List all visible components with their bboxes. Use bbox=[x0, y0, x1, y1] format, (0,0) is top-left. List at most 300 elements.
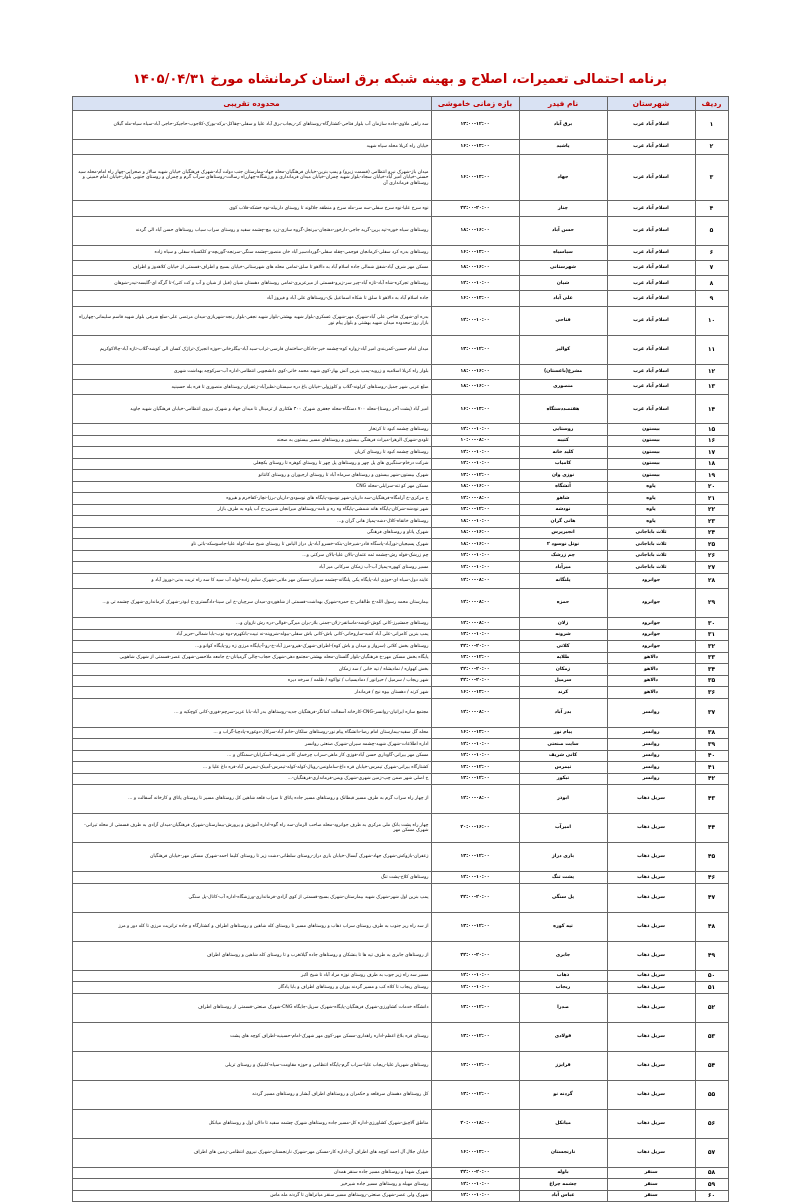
row-time: ۱۴:۰۰-۱۲:۰۰ bbox=[431, 912, 519, 941]
row-city: سرپل ذهاب bbox=[607, 843, 695, 872]
row-number: ۱۳ bbox=[695, 380, 728, 395]
row-area: بلوار راه کربلا اسلامیه و زرویه-پمپ بنزین آتش بهار-کوی شهید محمد خانی-کوی دانشجویی انتظامی-اداره آب-سرکوچه بهداشت شهری bbox=[72, 364, 431, 379]
table-header-row bbox=[72, 97, 728, 111]
row-area: تلودی-شهرک الزهرا-میراث فرهنگی بیستون و روستاهای مسیر بیستون به صحنه bbox=[72, 435, 431, 447]
row-time: ۲۲:۰۰-۲۰:۰۰ bbox=[431, 941, 519, 970]
row-number: ۲۲ bbox=[695, 504, 728, 516]
row-time: ۱۲:۰۰-۰۸:۰۰ bbox=[431, 785, 519, 814]
row-time: ۱۴:۰۰-۱۰:۰۰ bbox=[431, 629, 519, 641]
row-number: ۵۶ bbox=[695, 1109, 728, 1138]
table-row bbox=[72, 335, 728, 364]
row-feeder: شهرستانی bbox=[519, 260, 607, 275]
row-area: کشتارگاه بیرانی-شهرک تیمرس-خیابان قره داغ-ساماونس-رویال-کوله-کوله-تیمرس-آمینک-تیمرس آباد-قره داغ علیا و ... bbox=[72, 762, 431, 774]
row-city: روانسر bbox=[607, 773, 695, 785]
row-number: ۴۳ bbox=[695, 785, 728, 814]
row-time: ۱۲:۰۰-۱۰:۰۰ bbox=[431, 276, 519, 291]
row-number: ۲۵ bbox=[695, 539, 728, 551]
row-time: ۱۴:۰۰-۱۲:۰۰ bbox=[431, 652, 519, 664]
row-area: مسکن مهر کو تنه-سرابلی-محله CNG bbox=[72, 481, 431, 493]
row-feeder: روستایی bbox=[519, 424, 607, 436]
row-city: سرپل ذهاب bbox=[607, 1109, 695, 1138]
row-city: سرپل ذهاب bbox=[607, 1051, 695, 1080]
row-time: ۱۸:۰۰-۱۶:۰۰ bbox=[431, 260, 519, 275]
row-area: دانشگاه خدمات کشاورزی-شهرک فرهنگیان-پایگاه-شهرک سرپل-جایگاه CNG-شهرک صنعتی-قسمتی از روستاهای اطراف bbox=[72, 993, 431, 1022]
row-city: پاوه bbox=[607, 516, 695, 528]
row-number: ۳۷ bbox=[695, 698, 728, 727]
row-area: خ مرکزی-خ آرامگاه-فرهنگیان-سه داریان-شهر نوسود-پایگاه های نوسودی-داریان-برزا-نچار-کفاخرم و هیروه bbox=[72, 493, 431, 505]
row-time: ۱۴:۰۰-۱۲:۰۰ bbox=[431, 1080, 519, 1109]
row-city: پاوه bbox=[607, 481, 695, 493]
row-number: ۲۶ bbox=[695, 550, 728, 562]
row-area: روستاهای سیاه خوره-تپه برین-گریه جاجی-دارخور-دهنجان-بیرنجل-گروه سازی-زرد بیچ-چشمه سفید و روستای سراب سیاب روستاهای حسن آباد الی گردنه bbox=[72, 216, 431, 245]
table-row bbox=[72, 245, 728, 260]
row-time: ۲۰:۰۰-۱۶:۰۰ bbox=[431, 814, 519, 843]
row-city: دالاهو bbox=[607, 675, 695, 687]
row-feeder: گردنه نو bbox=[519, 1080, 607, 1109]
row-feeder: انجیرپرس bbox=[519, 527, 607, 539]
row-number: ۱۸ bbox=[695, 458, 728, 470]
table-row bbox=[72, 785, 728, 814]
row-city: روانسر bbox=[607, 727, 695, 739]
row-area: روستاهای بدره کرد سفلی-کرمانجان فوجمی-چقله سفلی-گوردادسیر آباد خان منصور-چشمه سنگی-سرنجه-گوربچه-و کلکسیاه سفلی و سیاه زاده bbox=[72, 245, 431, 260]
table-row bbox=[72, 458, 728, 470]
row-area: چم زرشک-قوله رش-چشمه ثمه عثمان-بالان علیا-بالان سرکنی و... bbox=[72, 550, 431, 562]
row-number: ۵۸ bbox=[695, 1167, 728, 1179]
table-row bbox=[72, 589, 728, 618]
table-row bbox=[72, 395, 728, 424]
row-city: سرپل ذهاب bbox=[607, 814, 695, 843]
table-row bbox=[72, 629, 728, 641]
row-city: روانسر bbox=[607, 762, 695, 774]
row-number: ۴۰ bbox=[695, 750, 728, 762]
row-feeder: حمزه bbox=[519, 589, 607, 618]
row-feeder: پشت تنگ bbox=[519, 872, 607, 884]
row-feeder: سایت صنعتی bbox=[519, 739, 607, 751]
row-time: ۱۸:۰۰-۱۶:۰۰ bbox=[431, 527, 519, 539]
row-area: میدان امام حسین-کمربندی امیر آباد-زواره کوه-چشمه خیر-جادکان-ساختمان فارسی-تراب-سید آباد-بیگلرخانی-حوزه انجیرک-تراژک کسان الی کوشه-گلاب-تازه آباد-چالاکوکریم bbox=[72, 335, 431, 364]
row-area: مسکن مهر بیرانی-گاوداری حسن آباد-فوزی کار ماهی-سراب چرخمان کانی شریف-آسکرابان-سمنگان و ... bbox=[72, 750, 431, 762]
row-number: ۳ bbox=[695, 155, 728, 201]
row-time: ۱۸:۰۰-۱۶:۰۰ bbox=[431, 216, 519, 245]
row-area: روستاهای چشمه کبود تا روستای کریان bbox=[72, 447, 431, 459]
row-number: ۴۲ bbox=[695, 773, 728, 785]
schedule-table bbox=[72, 96, 729, 1202]
row-number: ۶۰ bbox=[695, 1190, 728, 1202]
row-time: ۱۸:۰۰-۱۰:۰۰ bbox=[431, 516, 519, 528]
row-city: دالاهو bbox=[607, 664, 695, 676]
table-row bbox=[72, 739, 728, 751]
row-time: ۲۲:۰۰-۲۰:۰۰ bbox=[431, 675, 519, 687]
row-number: ۲۸ bbox=[695, 573, 728, 588]
row-feeder: کلید خانه bbox=[519, 447, 607, 459]
row-feeder: منصوری bbox=[519, 380, 607, 395]
row-number: ۵۷ bbox=[695, 1138, 728, 1167]
row-number: ۵۲ bbox=[695, 993, 728, 1022]
row-area: روستای مهیله و روستاهای مسیر جاده شیرخیز bbox=[72, 1179, 431, 1191]
table-row bbox=[72, 364, 728, 379]
row-time: ۱۲:۰۰-۰۸:۰۰ bbox=[431, 698, 519, 727]
table-row bbox=[72, 424, 728, 436]
row-area: خیابان جلال آل احمد کوچه های اطراف آن-اداره کار-مسکن مهر-شهرک نارنجستان-شهرک نیروی انتظامی-زمین های اطراف bbox=[72, 1138, 431, 1167]
row-area: ضلع غربی شهر جمیل-روستاهای کرلونه-گلاب و کلوزولی-خیابان باغ دره سیستان-نظیرآباد-زعفران-روستاهای منصوری تا قره بله حسینیه bbox=[72, 380, 431, 395]
table-row bbox=[72, 447, 728, 459]
row-city: روانسر bbox=[607, 698, 695, 727]
row-time: ۱۶:۰۰-۱۴:۰۰ bbox=[431, 140, 519, 155]
row-number: ۴۸ bbox=[695, 912, 728, 941]
row-time: ۱۴:۰۰-۱۲:۰۰ bbox=[431, 335, 519, 364]
table-row bbox=[72, 493, 728, 505]
row-number: ۱۱ bbox=[695, 335, 728, 364]
table-row bbox=[72, 516, 728, 528]
table-row bbox=[72, 675, 728, 687]
row-area: روستاهای چشمه کبود تا کرتخار bbox=[72, 424, 431, 436]
row-feeder: باوله bbox=[519, 1167, 607, 1179]
row-area: زعفران-بازوکش-شهرک جهاد-شهرک آبسال-خیابان باری دراز-روستای سلطانی-دشت زیر تا روستای کلیما احمد-شهرک مسکن مهر-خیابان فرهنگیان bbox=[72, 843, 431, 872]
row-number: ۲۱ bbox=[695, 493, 728, 505]
row-city: اسلام آباد غرب bbox=[607, 306, 695, 335]
table-row bbox=[72, 727, 728, 739]
table-row bbox=[72, 912, 728, 941]
row-area: محله گل سفید-بیمارستان امام رضا-دانشگاه پیام نور-روستاهای سلکان-خانم آباد-سرکال-دوغوره-پادچیا-گراب و ... bbox=[72, 727, 431, 739]
header-city: شهرستان bbox=[607, 97, 695, 111]
row-feeder: قرایزز bbox=[519, 1051, 607, 1080]
row-feeder: امیرآب bbox=[519, 814, 607, 843]
table-row bbox=[72, 1138, 728, 1167]
row-feeder: حسن آباد bbox=[519, 216, 607, 245]
row-number: ۱۲ bbox=[695, 364, 728, 379]
table-row bbox=[72, 216, 728, 245]
row-area: روستای ریجاب تا کلاه کب و مسیر گردنه بوران و روستاهای اطراف و بابا یادگار bbox=[72, 982, 431, 994]
row-city: جوانرود bbox=[607, 641, 695, 653]
table-row bbox=[72, 641, 728, 653]
table-row bbox=[72, 1109, 728, 1138]
row-feeder: تیمرس bbox=[519, 762, 607, 774]
row-city: سرپل ذهاب bbox=[607, 982, 695, 994]
row-city: اسلام آباد غرب bbox=[607, 380, 695, 395]
row-area: اداره اطلاعات-شهرک شهید-چشمه سیران-شهرک صنعتی روانسر bbox=[72, 739, 431, 751]
row-feeder: جهاد bbox=[519, 155, 607, 201]
header-feeder: نام فیدر bbox=[519, 97, 607, 111]
row-number: ۵۳ bbox=[695, 1022, 728, 1051]
row-number: ۳۵ bbox=[695, 675, 728, 687]
row-area: روستاهای شهریار علیا-ریجاب علیا-سراب گرم-پایگاه انتظامی و حوزه مقاومت-سپاه-کلینیک و روستای تزیلی bbox=[72, 1051, 431, 1080]
row-time: ۱۲:۰۰-۱۰:۰۰ bbox=[431, 550, 519, 562]
row-city: سرپل ذهاب bbox=[607, 941, 695, 970]
row-number: ۳۶ bbox=[695, 687, 728, 699]
table-body bbox=[72, 111, 728, 1202]
table-row bbox=[72, 155, 728, 201]
row-feeder: چشمه چراغ bbox=[519, 1179, 607, 1191]
table-row bbox=[72, 1167, 728, 1179]
row-feeder: شاهو bbox=[519, 493, 607, 505]
row-time: ۱۶:۰۰-۱۴:۰۰ bbox=[431, 687, 519, 699]
row-time: ۱۴:۰۰-۱۲:۰۰ bbox=[431, 773, 519, 785]
row-area: شهرک بیستون-شهر بیستون و روستاهای سرماه آباد تا روستای ارجیوران و روستای کانتانو bbox=[72, 470, 431, 482]
row-time: ۱۸:۰۰-۱۶:۰۰ bbox=[431, 539, 519, 551]
row-feeder: ریجاب bbox=[519, 982, 607, 994]
row-feeder: زلان bbox=[519, 618, 607, 630]
row-area: بیمارستان محمد رسول الله-خ طالقانی-خ حمزه-شهرک بهداشت-قسمتی از شاهوردی-میدان سرچیان-خ ابن سینا-دادگستری-خ ابوذر-شهرک کرمانداری-شهرک چشمه تی و... bbox=[72, 589, 431, 618]
row-time: ۱۲:۰۰-۱۰:۰۰ bbox=[431, 1179, 519, 1191]
row-time: ۱۶:۰۰-۱۴:۰۰ bbox=[431, 291, 519, 306]
row-area: عاینه دول-سیاه ای-حوزی اباد-پایگاه یکی پلنگانه-چشمه سیران-مسکن مهر ملابی-شهرک سلیم زاده-لوله آب سید کا سه راه تربت بدنی-نوروز آباد و bbox=[72, 573, 431, 588]
row-time: ۱۲:۰۰-۰۸:۰۰ bbox=[431, 493, 519, 505]
table-row bbox=[72, 527, 728, 539]
table-row bbox=[72, 814, 728, 843]
row-city: سرپل ذهاب bbox=[607, 970, 695, 982]
row-city: سنقر bbox=[607, 1179, 695, 1191]
row-feeder: چنار bbox=[519, 201, 607, 216]
row-area: روستاهای کلاخ-پشت تنگ bbox=[72, 872, 431, 884]
header-time: بازه زمانی خاموشی bbox=[431, 97, 519, 111]
row-number: ۲ bbox=[695, 140, 728, 155]
row-time: ۱۲:۰۰-۱۰:۰۰ bbox=[431, 1190, 519, 1202]
row-area: شهرک ولی عصر-شهرک صنعتی-روستاهای مسیر سنقر میانراهان تا گردنه مله ماس bbox=[72, 1190, 431, 1202]
row-area: از سه راه ریز جنوب به طرف روستای سراب ذهاب و روستاهای مسیر تا روستای کله شاهین و روستاهای اطراف و کشتارگاه و جاده ترانزیت مرزی تا کله دور و مرز bbox=[72, 912, 431, 941]
row-number: ۱۰ bbox=[695, 306, 728, 335]
table-row bbox=[72, 941, 728, 970]
row-city: اسلام آباد غرب bbox=[607, 140, 695, 155]
row-time: ۲۲:۰۰-۲۰:۰۰ bbox=[431, 201, 519, 216]
row-city: اسلام آباد غرب bbox=[607, 291, 695, 306]
table-row bbox=[72, 883, 728, 912]
row-city: جوانرود bbox=[607, 629, 695, 641]
row-number: ۸ bbox=[695, 276, 728, 291]
row-city: اسلام آباد غرب bbox=[607, 201, 695, 216]
row-area: خیابان راه کربلا محله سپاه شهید bbox=[72, 140, 431, 155]
table-row bbox=[72, 260, 728, 275]
row-feeder: برق آباد bbox=[519, 111, 607, 140]
row-area: جاده اسلام آباد به دالاهو تا سلق تا شکاه اسماعیل بک-روستاهای علی آباد و فیروز آباد bbox=[72, 291, 431, 306]
row-area: امیر آباد (پشت آخر روستا)-محله ۷۰۰ دستگاه-محله جعفری شهرک ۳۰۰ هکتاری از ترمینال تا میدان جهاد و شهرک نیروی انتظامی-خیابان فرهنگیان شهید جاوید bbox=[72, 395, 431, 424]
row-feeder: کتیبه bbox=[519, 435, 607, 447]
row-area: مجتمع سازه ایرانیان-روانسر-CNG-کارخانه آسفالت کمانگر-فرهنگیان جدید-روستاهای بدر آباد-بابا عزیز-سرچم-قوری-کانی کوچکیه و ... bbox=[72, 698, 431, 727]
row-city: سنقر bbox=[607, 1167, 695, 1179]
row-area: خ اصلی شهر ضمن چپ-زمین شهری-شهرک ویس-فرمانداری-فرهنگیان-... bbox=[72, 773, 431, 785]
table-row bbox=[72, 435, 728, 447]
row-time: ۱۴:۰۰-۱۲:۰۰ bbox=[431, 1022, 519, 1051]
row-city: جوانرود bbox=[607, 573, 695, 588]
table-row bbox=[72, 201, 728, 216]
row-city: بیستون bbox=[607, 447, 695, 459]
row-time: ۲۲:۰۰-۲۰:۰۰ bbox=[431, 1167, 519, 1179]
row-time: ۱۲:۰۰-۱۰:۰۰ bbox=[431, 447, 519, 459]
row-city: دالاهو bbox=[607, 652, 695, 664]
row-number: ۵ bbox=[695, 216, 728, 245]
row-area: پمپ بنزین کامرانی-علی آباد کمبه-ساروحانی-کانی باش-کانی باش سفلی-بیوله-شروینه-نه تیپت-بانکهرم-دوه نوب-بابا شمالی-حزیر آباد bbox=[72, 629, 431, 641]
row-feeder: عباس آباد bbox=[519, 1190, 607, 1202]
table-row bbox=[72, 481, 728, 493]
row-time: ۱۸:۰۰-۱۶:۰۰ bbox=[431, 481, 519, 493]
row-time: ۱۲:۰۰-۰۸:۰۰ bbox=[431, 573, 519, 588]
table-row bbox=[72, 750, 728, 762]
row-time: ۱۲:۰۰-۰۸:۰۰ bbox=[431, 618, 519, 630]
row-feeder: طلایه bbox=[519, 652, 607, 664]
page-title: برنامه احتمالی تعمیرات، اصلاح و بهینه شبکه برق استان کرمانشاه مورخ ۱۴۰۵/۰۴/۳۱ bbox=[132, 72, 668, 87]
row-number: ۴۹ bbox=[695, 941, 728, 970]
table-row bbox=[72, 762, 728, 774]
row-city: سرپل ذهاب bbox=[607, 883, 695, 912]
row-number: ۱ bbox=[695, 111, 728, 140]
row-number: ۶ bbox=[695, 245, 728, 260]
row-area: شهر نودشه-شرکان-پایگاه هانه شمشی-پایگاه وه ره و نامه-روستاهای میرانجان شیرین-خ آب پاوه به طرف بازار bbox=[72, 504, 431, 516]
row-number: ۲۳ bbox=[695, 516, 728, 528]
row-feeder: نودشه bbox=[519, 504, 607, 516]
row-city: ثلاث باباجانی bbox=[607, 527, 695, 539]
table-row bbox=[72, 773, 728, 785]
row-number: ۴ bbox=[695, 201, 728, 216]
row-feeder: ابوذر bbox=[519, 785, 607, 814]
row-area: روستاهای تجرکره-شاه آباد-تازه آباد-چیر سر-زیرو-قسمتی از میرعزیزی-تمامی روستاهای دهستان شیان (قبل از شیان و آب و کت کتی)-تا گرگه ای-گلبسه-نیدر-شوهان bbox=[72, 276, 431, 291]
row-city: بیستون bbox=[607, 470, 695, 482]
row-area: میدان باز-شهرک نیرو انتظامی (قسمت زیرو) و پمپ بنزین-خیابان فرهنگیان-محله جهاد-بیمارستان جنب دولت آباد-شهرک فرهنگیان خیابان شهید سالار و صحرایی-چهار راه امام-محله سید حسنی-خیابان امیر آباد-خیابان سجاد-بلوار شهید چمران-خیابان میدان فرمانداری و ورزشگاه-چهارراه رسالت-روستاهای سرآب گرم و چمران و روستای جنوبی بلوار-خیابان امام خمینی و روستاهای فرمانداری آن bbox=[72, 155, 431, 201]
row-time: ۱۴:۰۰-۱۲:۰۰ bbox=[431, 993, 519, 1022]
row-number: ۳۱ bbox=[695, 629, 728, 641]
row-number: ۴۴ bbox=[695, 814, 728, 843]
table-row bbox=[72, 982, 728, 994]
row-time: ۱۶:۰۰-۱۴:۰۰ bbox=[431, 1138, 519, 1167]
row-time: ۱۴:۰۰-۱۲:۰۰ bbox=[431, 1051, 519, 1080]
row-time: ۱۲:۰۰-۱۰:۰۰ bbox=[431, 562, 519, 574]
row-number: ۳۴ bbox=[695, 664, 728, 676]
table-row bbox=[72, 652, 728, 664]
row-feeder: فولادی bbox=[519, 1022, 607, 1051]
row-city: سرپل ذهاب bbox=[607, 785, 695, 814]
row-time: ۱۶:۰۰-۱۴:۰۰ bbox=[431, 727, 519, 739]
row-number: ۲۹ bbox=[695, 589, 728, 618]
row-number: ۲۷ bbox=[695, 562, 728, 574]
row-area: شهرک پسیجیان-نورآباد-پاسگاه قادر-شیرخان-بنکه-خسرو آباد-پل دراز الیاس تا روستای شیخ صله-کوله علیا-جاسوسکه-باتی ناو bbox=[72, 539, 431, 551]
row-time: ۱۲:۰۰-۰۸:۰۰ bbox=[431, 589, 519, 618]
row-feeder: پلنگانه bbox=[519, 573, 607, 588]
row-number: ۵۵ bbox=[695, 1080, 728, 1109]
row-area: روستاهای خانقاه-کلال-دشه-پمپاژ هانی گران و... bbox=[72, 516, 431, 528]
row-feeder: سیاسیاه bbox=[519, 245, 607, 260]
row-city: پاوه bbox=[607, 504, 695, 516]
row-city: سرپل ذهاب bbox=[607, 993, 695, 1022]
row-city: اسلام آباد غرب bbox=[607, 155, 695, 201]
row-area: روستای قره بلاغ اعظم-اداره راهداری-مسکن مهر-کوی مهر شهرک-امام-حسینیه-اطراف کوچه های پشت bbox=[72, 1022, 431, 1051]
row-number: ۲۰ bbox=[695, 481, 728, 493]
table-row bbox=[72, 562, 728, 574]
row-time: ۱۶:۰۰-۱۴:۰۰ bbox=[431, 395, 519, 424]
row-feeder: میانکل bbox=[519, 1109, 607, 1138]
row-feeder: جابری bbox=[519, 941, 607, 970]
row-area: روستاهای جمشیرز-کانی کوش-کوشه-ماسانفر-زلان-جمنی بلار-بزان میرگی-قوالی-دره رش نازوان و... bbox=[72, 618, 431, 630]
row-number: ۵۴ bbox=[695, 1051, 728, 1080]
table-row bbox=[72, 872, 728, 884]
row-feeder: سرمیل bbox=[519, 675, 607, 687]
row-number: ۲۴ bbox=[695, 527, 728, 539]
row-area: چهار راه پشت بانک ملی مرکزی به طرف جوانرود-محله صاحب الزمان-سه راه گوه-اداره آموزش و پرورش-بیمارستان-شهرک فرهنگیان-میدان آزادی به طرف قسمتی از محله تیرانی-شهرک مسکن مهر bbox=[72, 814, 431, 843]
table-row bbox=[72, 573, 728, 588]
row-time: ۱۸:۰۰-۱۶:۰۰ bbox=[431, 380, 519, 395]
table-row bbox=[72, 1022, 728, 1051]
row-city: بیستون bbox=[607, 435, 695, 447]
row-time: ۱۲:۰۰-۱۰:۰۰ bbox=[431, 306, 519, 335]
table-row bbox=[72, 1080, 728, 1109]
row-time: ۱۰:۰۰-۰۸:۰۰ bbox=[431, 435, 519, 447]
table-row bbox=[72, 470, 728, 482]
row-feeder: نوزی وان bbox=[519, 470, 607, 482]
table-row bbox=[72, 539, 728, 551]
row-city: جوانرود bbox=[607, 618, 695, 630]
row-number: ۴۵ bbox=[695, 843, 728, 872]
row-feeder: نوتل نوسود ۲ bbox=[519, 539, 607, 551]
row-feeder: نارنجستان bbox=[519, 1138, 607, 1167]
row-number: ۳۲ bbox=[695, 641, 728, 653]
row-feeder: کوالیر bbox=[519, 335, 607, 364]
row-feeder: باری دراز bbox=[519, 843, 607, 872]
row-number: ۵۰ bbox=[695, 970, 728, 982]
row-feeder: کرند bbox=[519, 687, 607, 699]
row-city: بیستون bbox=[607, 458, 695, 470]
row-number: ۴۶ bbox=[695, 872, 728, 884]
table-row bbox=[72, 111, 728, 140]
row-time: ۱۴:۰۰-۱۲:۰۰ bbox=[431, 762, 519, 774]
row-area: بخش کهواره / نمادیشاه / تپه خانی / سد زمکان bbox=[72, 664, 431, 676]
row-feeder: کامیاب bbox=[519, 458, 607, 470]
table-row bbox=[72, 687, 728, 699]
row-feeder: پیام نور bbox=[519, 727, 607, 739]
row-number: ۴۱ bbox=[695, 762, 728, 774]
row-area: مسیر روستای کهوره-پمپاژ آب-آب زمکان سرکانی میر آباد bbox=[72, 562, 431, 574]
row-number: ۱۵ bbox=[695, 424, 728, 436]
row-number: ۱۴ bbox=[695, 395, 728, 424]
row-city: اسلام آباد غرب bbox=[607, 111, 695, 140]
row-number: ۱۹ bbox=[695, 470, 728, 482]
row-feeder: پاشید bbox=[519, 140, 607, 155]
row-time: ۱۴:۰۰-۱۲:۰۰ bbox=[431, 470, 519, 482]
row-area: شرکت درخام-سنگبری های پل چهر و روستاهای پل چهر تا روستای کوهره تا روستای بکچغلی bbox=[72, 458, 431, 470]
row-city: سرپل ذهاب bbox=[607, 1138, 695, 1167]
row-feeder: مشرع(باغستان) bbox=[519, 364, 607, 379]
table-row bbox=[72, 843, 728, 872]
row-time: ۱۲:۰۰-۱۰:۰۰ bbox=[431, 872, 519, 884]
row-feeder: کانی شریف bbox=[519, 750, 607, 762]
row-city: پاوه bbox=[607, 493, 695, 505]
row-time: ۱۲:۰۰-۱۰:۰۰ bbox=[431, 424, 519, 436]
table-row bbox=[72, 1179, 728, 1191]
table-row bbox=[72, 291, 728, 306]
row-city: بیستون bbox=[607, 424, 695, 436]
row-area: مسکن مهر شرف آباد-شفق شمالی جاده اسلام آباد به دالاهو تا سلق-تمامی محله های شهرستانی-خیابان بسیج و اطراف-قسمتی از خیابان کلاهدوز و اطراف bbox=[72, 260, 431, 275]
table-row bbox=[72, 380, 728, 395]
table-row bbox=[72, 993, 728, 1022]
row-time: ۲۲:۰۰-۲۰:۰۰ bbox=[431, 641, 519, 653]
row-city: ثلاث باباجانی bbox=[607, 539, 695, 551]
header-radif: ردیف bbox=[695, 97, 728, 111]
row-feeder: تیکور bbox=[519, 773, 607, 785]
row-city: اسلام آباد غرب bbox=[607, 395, 695, 424]
row-feeder: شیان bbox=[519, 276, 607, 291]
table-row bbox=[72, 276, 728, 291]
row-city: روانسر bbox=[607, 739, 695, 751]
row-area: شهر کرند / دهستان بیوه نیج / فرماندار bbox=[72, 687, 431, 699]
row-feeder: فتاحی bbox=[519, 306, 607, 335]
table-row bbox=[72, 1190, 728, 1202]
row-feeder: شرونه bbox=[519, 629, 607, 641]
row-number: ۹ bbox=[695, 291, 728, 306]
row-number: ۳۳ bbox=[695, 652, 728, 664]
row-area: از روستاهای جابری به طرف تپه ها تا بنشکان و روستاهای جاده گیلانغرب و تا روستای کله شاهین و روستاهای اطراف bbox=[72, 941, 431, 970]
row-number: ۵۱ bbox=[695, 982, 728, 994]
row-area: از چهار راه سراب گرم به طرف مسیر قبطانک و روستاهای مسیر جاده پاتاق تا سراب قلعه شاهین کل روستاهای مسیر تا روستای پاتاق و کارخانه آسفالت و ... bbox=[72, 785, 431, 814]
row-city: اسلام آباد غرب bbox=[607, 260, 695, 275]
row-time: ۱۴:۰۰-۱۲:۰۰ bbox=[431, 504, 519, 516]
header-area: محدوده تقریبی bbox=[72, 97, 431, 111]
row-city: اسلام آباد غرب bbox=[607, 364, 695, 379]
